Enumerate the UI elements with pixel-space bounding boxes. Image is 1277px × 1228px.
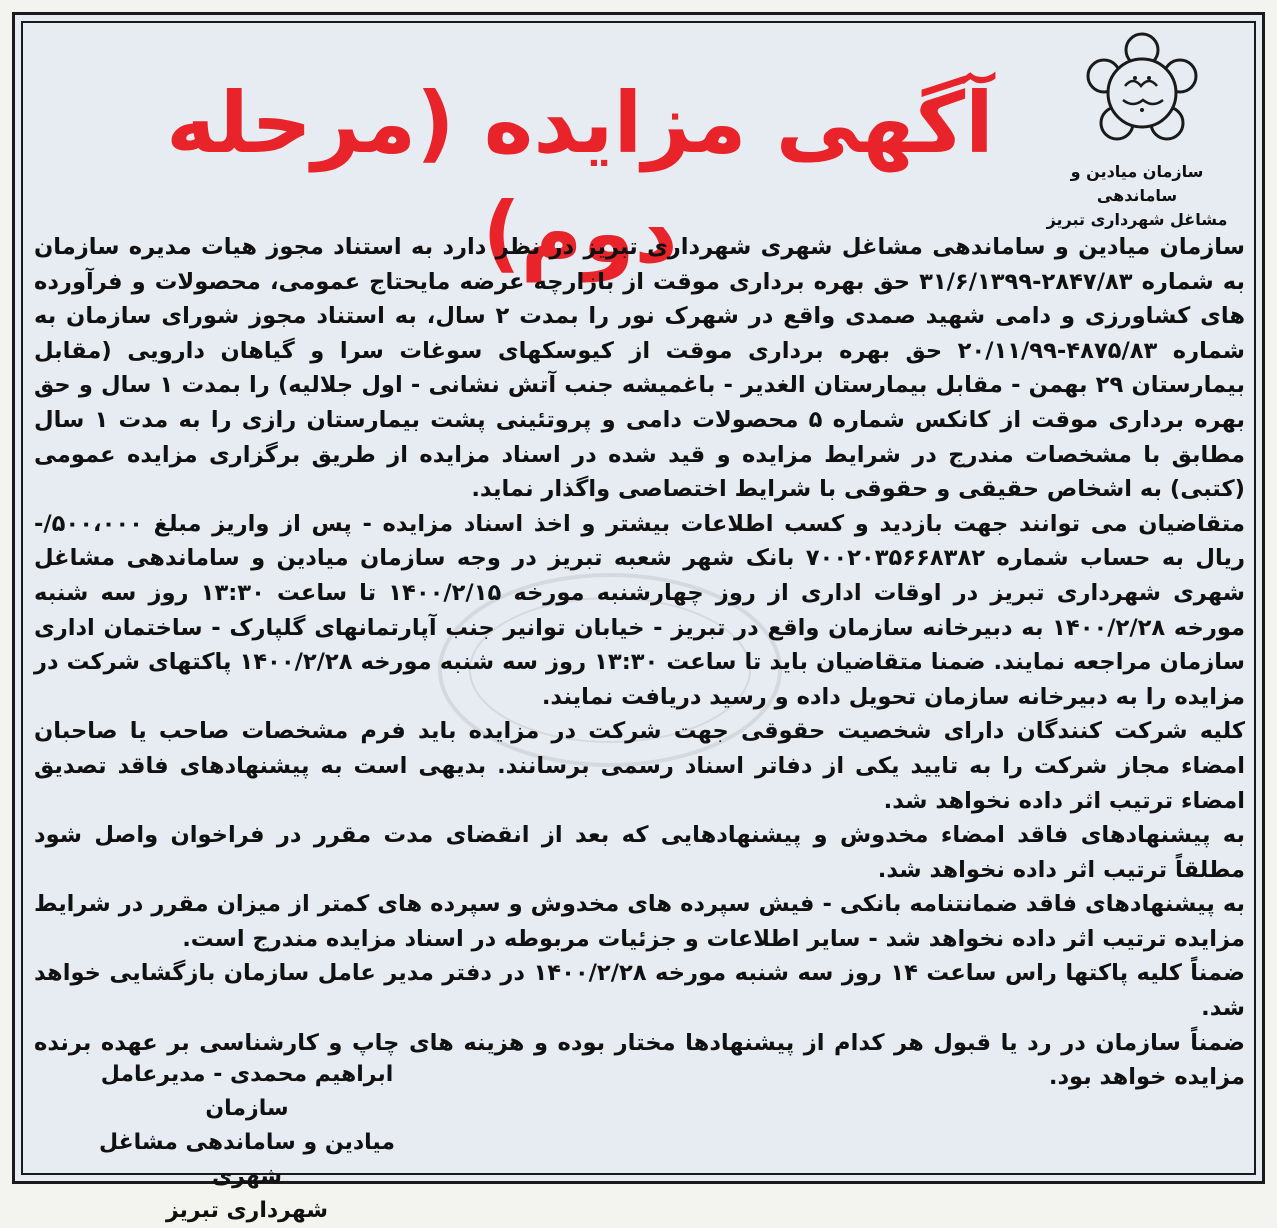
- signature-block: [77, 1058, 417, 1228]
- paragraph-invalid-bids: به پیشنهادهای فاقد امضاء مخدوش و پیشنهادهایی که بعد از انقضای مدت مقرر در فراخوان واصل شود مطلقاً ترتیب اثر داده نخواهد شد.: [34, 822, 1245, 883]
- paragraph-document-purchase: متقاضیان می توانند جهت بازدید و کسب اطلاعات بیشتر و اخذ اسناد مزایده - پس از واریز مبلغ ۵۰۰،۰۰۰/- ریال به حساب شماره ۷۰۰۲۰۳۵۶۶۸۳۸۲ بانک شهر شعبه تبریز در وجه سازمان میادین و ساماندهی مشاغل شهری شهرداری تبریز در اوقات اداری از روز چهارشنبه مورخه ۱۴۰۰/۲/۱۵ تا ساعت ۱۳:۳۰ روز سه شنبه مورخه ۱۴۰۰/۲/۲۸ به دبیرخانه سازمان واقع در تبریز - خیابان توانیر جنب آپارتمانهای گلپارک - ساختمان اداری سازمان مراجعه نمایند. ضمنا متقاضیان باید تا ساعت ۱۳:۳۰ روز سه شنبه مورخه ۱۴۰۰/۲/۲۸ پاکتهای شرکت در مزایده را به دبیرخانه سازمان تحویل داده و رسید دریافت نمایند.: [34, 510, 1245, 710]
- ad-body: [34, 230, 1245, 1095]
- signature-line2: میادین و ساماندهی مشاغل شهری: [98, 1130, 396, 1189]
- paragraph-legal-entities: کلیه شرکت کنندگان دارای شخصیت حقوقی جهت شرکت در مزایده باید فرم مشخصات صاحب یا صاحبان امضاء مجاز شرکت را به تایید یکی از دفاتر اسناد رسمی برسانند. بدیهی است به پیشنهادهای فاقد تصدیق امضاء ترتیب اثر داده نخواهد شد.: [34, 718, 1245, 814]
- organization-name: [1037, 160, 1237, 232]
- paragraph-auction-subject: سازمان میادین و ساماندهی مشاغل شهری شهرداری تبریز در نظر دارد به استناد مجوز هیات مدیره سازمان به شماره ۲۸۴۷/۸۳-۳۱/۶/۱۳۹۹ حق بهره برداری موقت از بازارچه عرضه مایحتاج عمومی، محصولات و فرآورده های کشاورزی و دامی شهید صمدی واقع در شهرک نور را بمدت ۲ سال، به استناد مجوز شورای سازمان به شماره ۴۸۷۵/۸۳-۲۰/۱۱/۹۹ حق بهره برداری موقت از کیوسکهای سوغات سرا و گیاهان دارویی (مقابل بیمارستان ۲۹ بهمن - مقابل بیمارستان الغدیر - باغمیشه جنب آتش نشانی - اول جلالیه) را بمدت ۱ سال و حق بهره برداری موقت از کانکس شماره ۵ محصولات دامی و پروتئینی پشت بیمارستان رازی را به مدت ۱ سال مطابق با مشخصات مندرج در شرایط مزایده و قید شده در اسناد مزایده از طریق برگزاری مزایده عمومی (کتبی) به اشخاص حقیقی و حقوقی با شرایط اختصاصی واگذار نماید.: [34, 234, 1246, 503]
- signature-line3: شهرداری تبریز: [165, 1198, 329, 1223]
- paragraph-opening-time: ضمناً کلیه پاکتها راس ساعت ۱۴ روز سه شنبه مورخه ۱۴۰۰/۲/۲۸ در دفتر مدیر عامل سازمان بازگشایی خواهد شد.: [34, 960, 1245, 1022]
- tabriz-municipality-logo-icon: [1077, 28, 1207, 158]
- paragraph-rights-reserved: ضمناً سازمان در رد یا قبول هر کدام از پیشنهادها مختار بوده و هزینه های چاپ و کارشناسی بر عهده برنده مزایده خواهد بود.: [34, 1029, 1245, 1091]
- signature-line1: ابراهیم محمدی - مدیرعامل سازمان: [100, 1062, 394, 1121]
- org-name-line2: مشاغل شهرداری تبریز: [1046, 210, 1228, 229]
- paragraph-guarantee: به پیشنهادهای فاقد ضمانتنامه بانکی - فیش سپرده های مخدوش و سپرده های کمتر از میزان مقرر در شرایط مزایده ترتیب اثر داده نخواهد شد - سایر اطلاعات و جزئیات مربوطه در اسناد مزایده مندرج است.: [34, 891, 1245, 952]
- ad-title: آگهی مزایده (مرحله دوم): [166, 74, 994, 282]
- org-name-line1: سازمان میادین و ساماندهی: [1070, 162, 1204, 205]
